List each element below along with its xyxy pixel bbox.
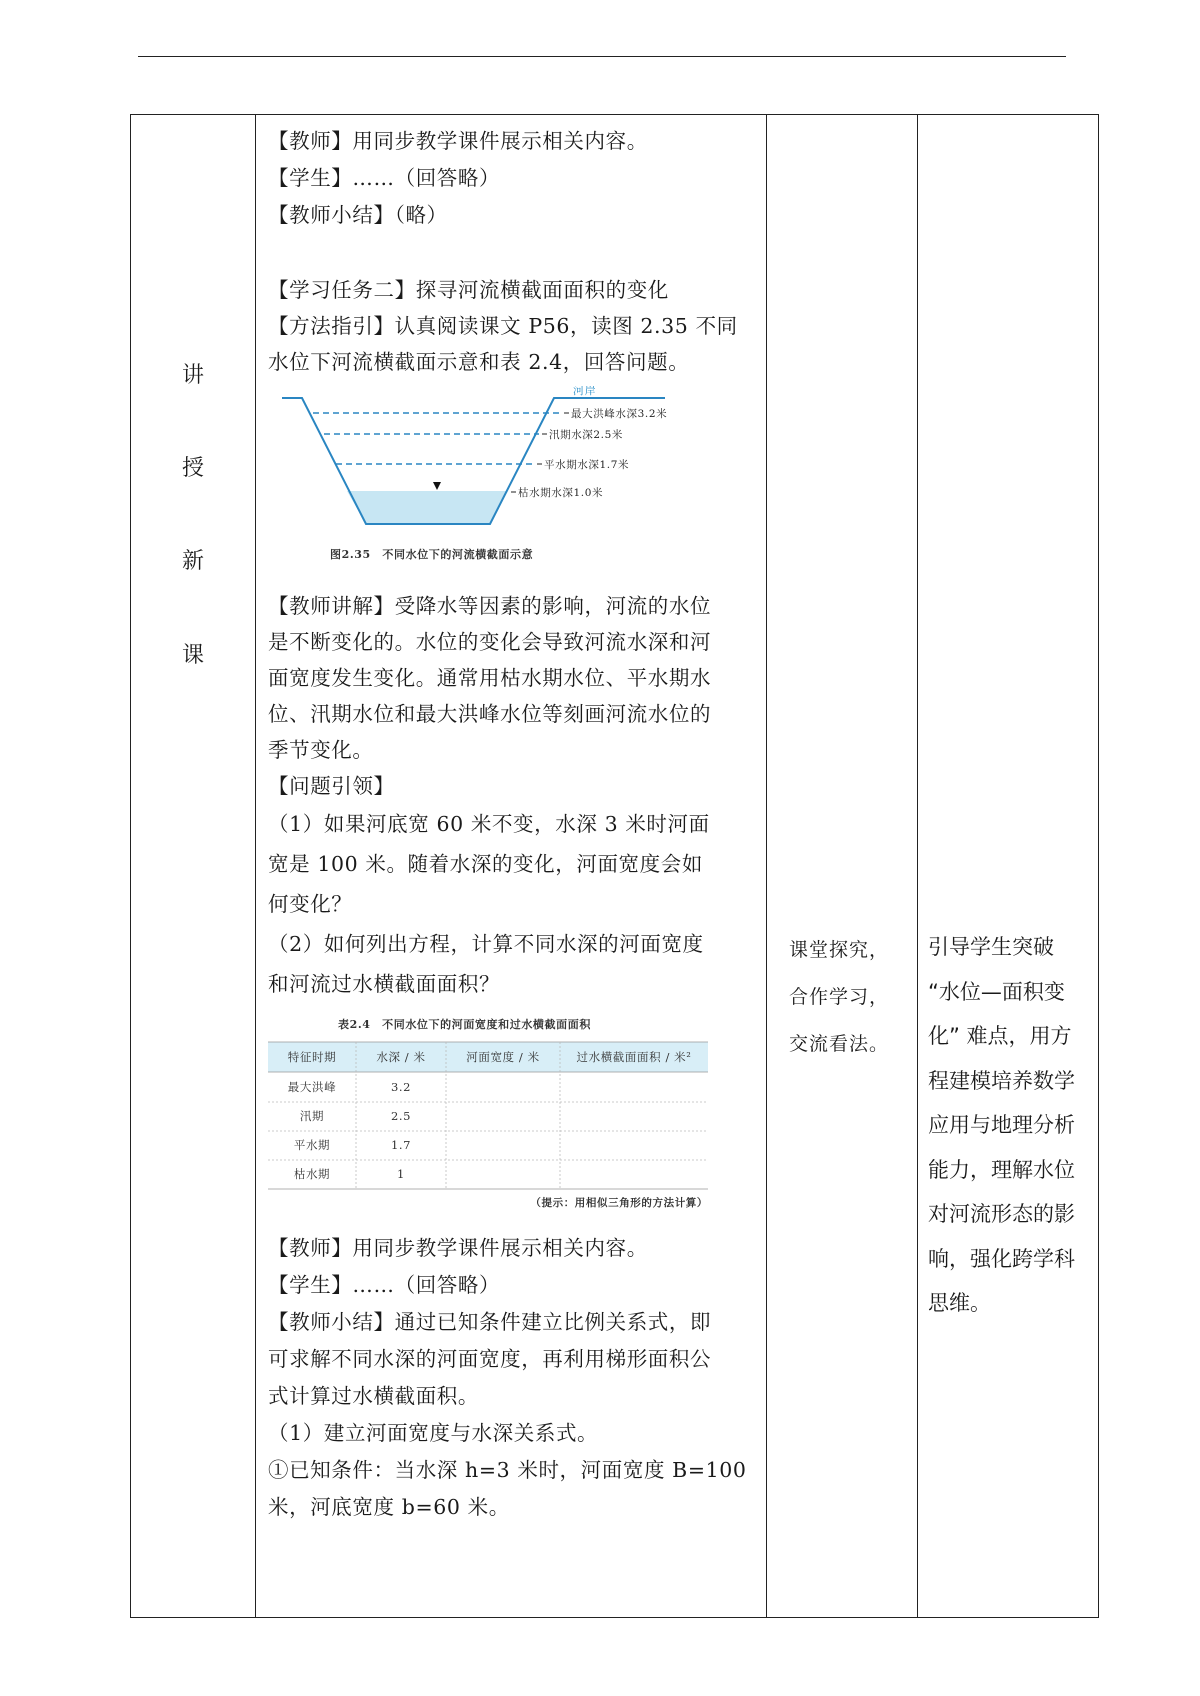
activity-line: 课堂探究， (789, 939, 890, 961)
summary-line: 式计算过水横截面积。 (268, 1384, 479, 1408)
table-hint: （提示：用相似三角形的方法计算） (530, 1197, 708, 1209)
stage-char: 讲 (181, 363, 204, 388)
intent-line: 程建模培养数学 (928, 1068, 1075, 1093)
table-cell: 1.7 (390, 1138, 412, 1152)
summary-line: 【教师小结】通过已知条件建立比例关系式，即 (268, 1310, 712, 1334)
intent-line: 化” 难点，用方 (928, 1024, 1072, 1048)
water-level-table-figure (268, 1014, 708, 1210)
water-area (347, 491, 508, 524)
table-cell: 枯水期 (293, 1167, 331, 1181)
table-cell: 平水期 (293, 1138, 331, 1152)
student-activity-cell (767, 115, 918, 1618)
known-condition-line: 米，河底宽度 b=60 米。 (268, 1495, 510, 1519)
table-cell: 最大洪峰 (287, 1080, 337, 1094)
stage-cell (131, 115, 256, 1618)
teacher-summary-paragraph: 【教师小结】（略） (268, 203, 448, 227)
explanation-line: 季节变化。 (268, 738, 374, 762)
figure-caption: 图2.35 不同水位下的河流横截面示意 (330, 548, 534, 561)
step-line: （1）建立河面宽度与水深关系式。 (268, 1421, 599, 1445)
table-header-cell: 河面宽度 / 米 (466, 1050, 540, 1064)
question-line: 和河流过水横截面面积？ (268, 972, 501, 996)
teacher-paragraph: 【教师】用同步教学课件展示相关内容。 (268, 1236, 648, 1260)
stage-char: 授 (181, 456, 204, 481)
method-guide-line: 水位下河流横截面示意和表 2.4，回答问题。 (268, 350, 690, 374)
learning-task-title: 【学习任务二】探寻河流横截面面积的变化 (268, 278, 669, 302)
intent-line: 思维。 (928, 1291, 991, 1315)
lesson-plan-table (130, 114, 1099, 1618)
intent-line: 对河流形态的影 (928, 1202, 1075, 1226)
intent-line: 引导学生突破 (928, 935, 1054, 959)
table-figure-title: 表2.4 不同水位下的河面宽度和过水横截面面积 (338, 1018, 591, 1031)
student-activity-text (789, 927, 889, 1068)
question-line: 宽是 100 米。随着水深的变化，河面宽度会如 (268, 852, 703, 876)
student-paragraph: 【学生】……（回答略） (268, 166, 501, 190)
known-condition-line: ①已知条件：当水深 h=3 米时，河面宽度 B=100 (268, 1458, 747, 1482)
student-paragraph: 【学生】……（回答略） (268, 1273, 501, 1297)
stage-char: 课 (181, 643, 204, 668)
teaching-content-cell (256, 115, 767, 1618)
explanation-line: 面宽度发生变化。通常用枯水期水位、平水期水 (268, 666, 712, 690)
question-line: 何变化？ (268, 892, 353, 916)
table-header-cell: 特征时期 (287, 1050, 337, 1064)
level-label-dry-season: 枯水期水深1.0米 (518, 487, 604, 499)
water-level-marker-icon (433, 482, 441, 490)
intent-line: 响，强化跨学科 (928, 1246, 1075, 1271)
design-intent-cell (918, 115, 1099, 1618)
level-label-normal-season: 平水期水深1.7米 (544, 459, 630, 471)
intent-line: 能力，理解水位 (928, 1157, 1075, 1182)
design-intent-text (928, 925, 1096, 1326)
stage-char: 新 (181, 549, 204, 574)
teacher-paragraph: 【教师】用同步教学课件展示相关内容。 (268, 129, 648, 153)
question-guide-title: 【问题引领】 (268, 774, 395, 798)
table-cell: 1 (397, 1167, 405, 1181)
bank-label: 河岸 (573, 386, 597, 397)
table-header-cell: 水深 / 米 (376, 1050, 426, 1064)
intent-line: “水位—面积变 (928, 979, 1065, 1004)
table-cell: 3.2 (390, 1080, 412, 1094)
page-header-rule (138, 56, 1066, 57)
table-cell: 2.5 (390, 1109, 412, 1123)
level-label-flood-season: 汛期水深2.5米 (549, 429, 623, 441)
question-line: （2）如何列出方程，计算不同水深的河面宽度 (268, 932, 704, 956)
river-cross-section-figure (270, 386, 690, 566)
explanation-line: 是不断变化的。水位的变化会导致河流水深和河 (268, 630, 712, 654)
activity-line: 合作学习， (789, 986, 890, 1008)
activity-line: 交流看法。 (789, 1033, 890, 1055)
level-label-flood-peak: 最大洪峰水深3.2米 (571, 408, 668, 420)
explanation-line: 【教师讲解】受降水等因素的影响，河流的水位 (268, 594, 712, 618)
table-cell: 汛期 (299, 1109, 325, 1123)
table-header-cell: 过水横截面面积 / 米² (576, 1050, 692, 1064)
question-line: （1）如果河底宽 60 米不变，水深 3 米时河面 (268, 812, 710, 836)
method-guide-line: 【方法指引】认真阅读课文 P56，读图 2.35 不同 (268, 314, 738, 338)
intent-line: 应用与地理分析 (928, 1113, 1075, 1137)
summary-line: 可求解不同水深的河面宽度，再利用梯形面积公 (268, 1347, 712, 1371)
explanation-line: 位、汛期水位和最大洪峰水位等刻画河流水位的 (268, 702, 712, 726)
